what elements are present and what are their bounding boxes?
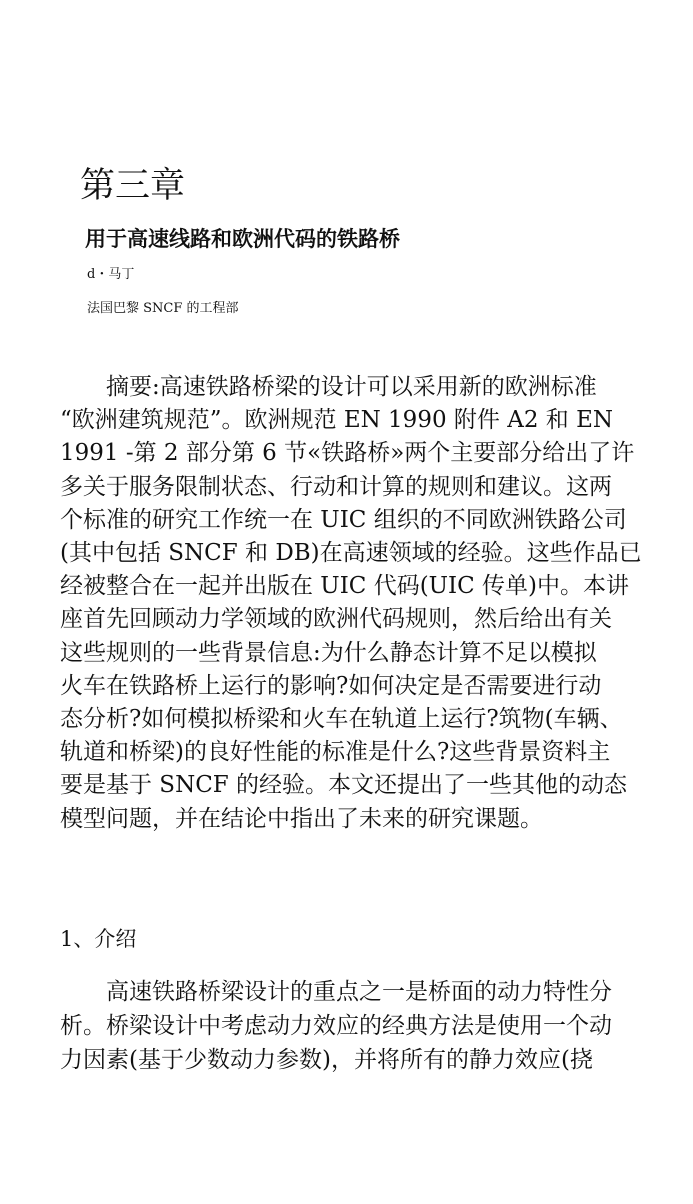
abstract-line: 态分析?如何模拟桥梁和火车在轨道上运行?筑物(车辆、 xyxy=(60,706,623,733)
abstract-line: 座首先回顾动力学领域的欧洲代码规则，然后给出有关 xyxy=(60,606,612,633)
abstract-line: 1991 -第 2 部分第 6 节«铁路桥»两个主要部分给出了许 xyxy=(60,440,635,467)
paper-title: 用于高速线路和欧洲代码的铁路桥 xyxy=(85,226,400,251)
abstract-line: 个标准的研究工作统一在 UIC 组织的不同欧洲铁路公司 xyxy=(60,506,627,533)
introduction-paragraph xyxy=(60,975,634,1077)
abstract-line: 模型问题，并在结论中指出了未来的研究课题。 xyxy=(60,805,543,832)
author-name: d・马丁 xyxy=(87,267,135,282)
author-affiliation: 法国巴黎 SNCF 的工程部 xyxy=(87,301,239,316)
abstract-line: “欧洲建筑规范”。欧洲规范 EN 1990 附件 A2 和 EN xyxy=(60,407,613,434)
body-line: 力因素(基于少数动力参数)，并将所有的静力效应(挠 xyxy=(60,1047,593,1073)
section-heading-introduction: 1、介绍 xyxy=(60,927,137,951)
abstract-line: 经被整合在一起并出版在 UIC 代码(UIC 传单)中。本讲 xyxy=(60,573,630,600)
abstract-line: 要是基于 SNCF 的经验。本文还提出了一些其他的动态 xyxy=(60,772,628,799)
abstract-line: (其中包括 SNCF 和 DB)在高速领域的经验。这些作品已 xyxy=(60,540,642,567)
abstract-line: 摘要:高速铁路桥梁的设计可以采用新的欧洲标准 xyxy=(60,374,597,400)
abstract-paragraph xyxy=(60,371,642,836)
abstract-line: 轨道和桥梁)的良好性能的标准是什么?这些背景资料主 xyxy=(60,739,611,766)
abstract-line: 多关于服务限制状态、行动和计算的规则和建议。这两 xyxy=(60,473,612,500)
body-line: 高速铁路桥梁设计的重点之一是桥面的动力特性分 xyxy=(60,979,612,1005)
abstract-line: 火车在铁路桥上运行的影响?如何决定是否需要进行动 xyxy=(60,672,602,699)
chapter-title: 第三章 xyxy=(80,166,186,206)
body-line: 析。桥梁设计中考虑动力效应的经典方法是使用一个动 xyxy=(60,1013,612,1039)
abstract-line: 这些规则的一些背景信息:为什么静态计算不足以模拟 xyxy=(60,639,597,666)
